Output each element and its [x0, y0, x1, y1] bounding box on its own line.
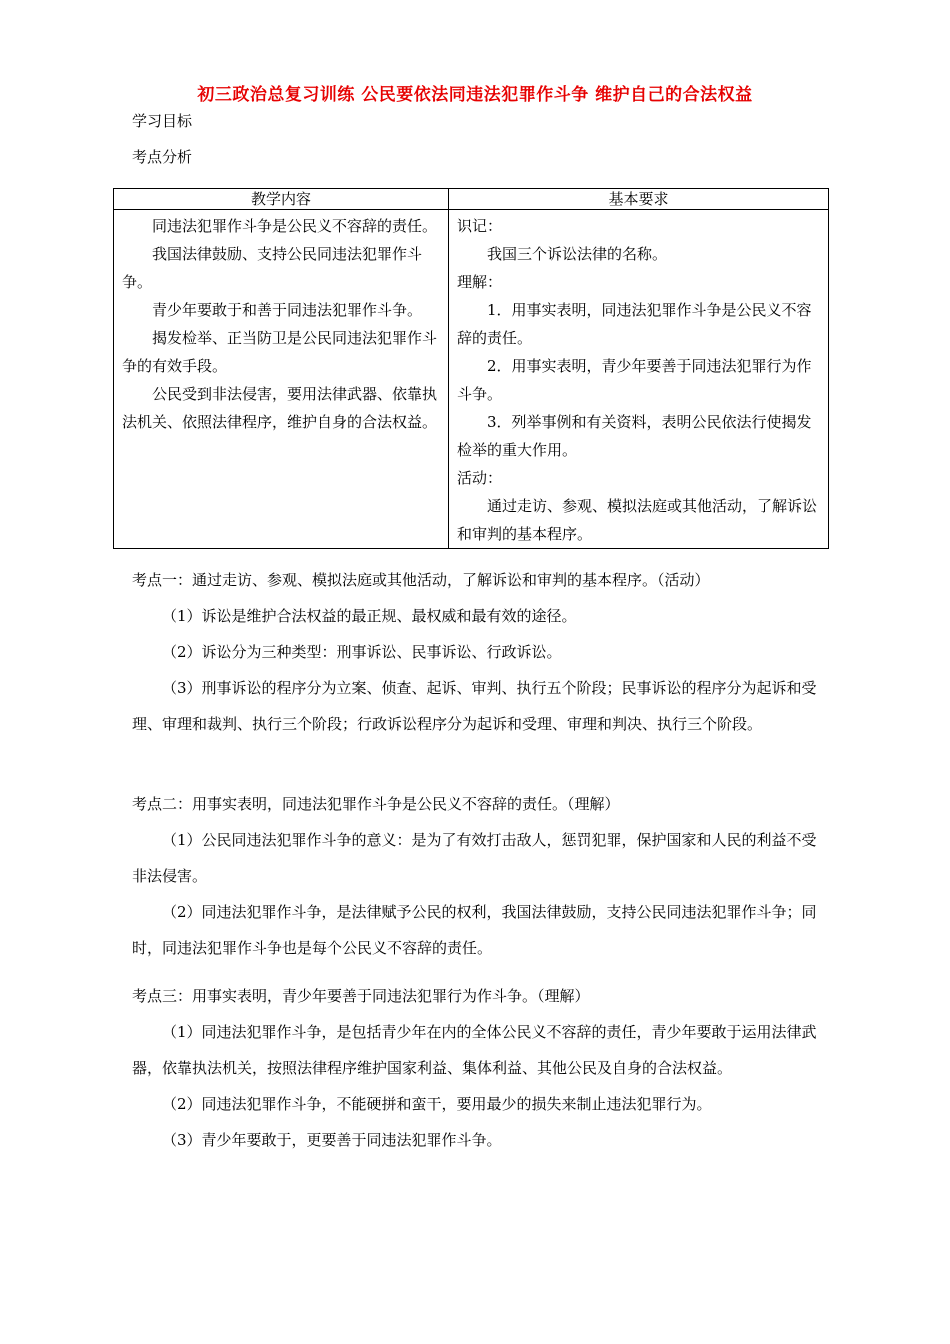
activity-item: 通过走访、参观、模拟法庭或其他活动，了解诉讼和审判的基本程序。: [457, 497, 818, 543]
exam-point-item: （1）诉讼是维护合法权益的最正规、最权威和最有效的途径。: [162, 607, 577, 625]
learning-objective-label: 学习目标: [132, 112, 193, 130]
header-basic-requirements: 基本要求: [449, 189, 829, 210]
table-row: [114, 210, 829, 549]
exam-point-item: （2）同违法犯罪作斗争，不能硬拼和蛮干，要用最少的损失来制止违法犯罪行为。: [162, 1095, 712, 1113]
exam-point-item: （3）刑事诉讼的程序分为立案、侦查、起诉、审判、执行五个阶段；民事诉讼的程序分为起诉和受理、审理和裁判、执行三个阶段；行政诉讼程序分为起诉和受理、审理和判决、执行三个阶段。: [132, 679, 817, 733]
exam-point-item: （1）同违法犯罪作斗争，是包括青少年在内的全体公民义不容辞的责任，青少年要敢于运用法律武器，依靠执法机关，按照法律程序维护国家利益、集体利益、其他公民及自身的合法权益。: [132, 1023, 817, 1077]
content-paragraph: 我国法律鼓励、支持公民同违法犯罪作斗争。: [122, 245, 423, 291]
table-header-row: [114, 189, 829, 210]
understand-item: 1．用事实表明，同违法犯罪作斗争是公民义不容辞的责任。: [457, 301, 812, 347]
content-paragraph: 公民受到非法侵害，要用法律武器、依靠执法机关、依照法律程序，维护自身的合法权益。: [122, 385, 438, 431]
exam-analysis-label: 考点分析: [132, 148, 193, 166]
header-teaching-content: 教学内容: [114, 189, 449, 210]
memorize-item: 我国三个诉讼法律的名称。: [487, 245, 668, 263]
basic-requirements-cell: [449, 210, 829, 549]
exam-point-item: （3）青少年要敢于，更要善于同违法犯罪作斗争。: [162, 1131, 502, 1149]
exam-point-item: （1）公民同违法犯罪作斗争的意义：是为了有效打击敌人，惩罚犯罪，保护国家和人民的利益不受非法侵害。: [132, 831, 817, 885]
document-title: 初三政治总复习训练 公民要依法同违法犯罪作斗争 维护自己的合法权益: [197, 85, 753, 105]
exam-point-heading: 考点三：用事实表明，青少年要善于同违法犯罪行为作斗争。（理解）: [132, 987, 590, 1005]
understand-item: 3．列举事例和有关资料，表明公民依法行使揭发检举的重大作用。: [457, 413, 812, 459]
exam-point-2: [132, 786, 822, 966]
requirements-table: [113, 188, 829, 549]
exam-point-3: [132, 978, 822, 1158]
exam-point-item: （2）同违法犯罪作斗争，是法律赋予公民的权利，我国法律鼓励，支持公民同违法犯罪作斗争；同时，同违法犯罪作斗争也是每个公民义不容辞的责任。: [132, 903, 817, 957]
exam-point-heading: 考点二：用事实表明，同违法犯罪作斗争是公民义不容辞的责任。（理解）: [132, 795, 620, 813]
content-paragraph: 青少年要敢于和善于同违法犯罪作斗争。: [152, 301, 423, 319]
exam-point-heading: 考点一：通过走访、参观、模拟法庭或其他活动，了解诉讼和审判的基本程序。（活动）: [132, 571, 710, 589]
teaching-content-cell: [114, 210, 449, 549]
understand-item: 2．用事实表明，青少年要善于同违法犯罪行为作斗争。: [457, 357, 812, 403]
activity-heading: 活动：: [457, 469, 503, 487]
understand-heading: 理解：: [457, 273, 503, 291]
memorize-heading: 识记：: [457, 217, 503, 235]
exam-point-item: （2）诉讼分为三种类型：刑事诉讼、民事诉讼、行政诉讼。: [162, 643, 562, 661]
content-paragraph: 同违法犯罪作斗争是公民义不容辞的责任。: [152, 217, 438, 235]
exam-point-1: [132, 562, 822, 742]
content-paragraph: 揭发检举、正当防卫是公民同违法犯罪作斗争的有效手段。: [122, 329, 438, 375]
